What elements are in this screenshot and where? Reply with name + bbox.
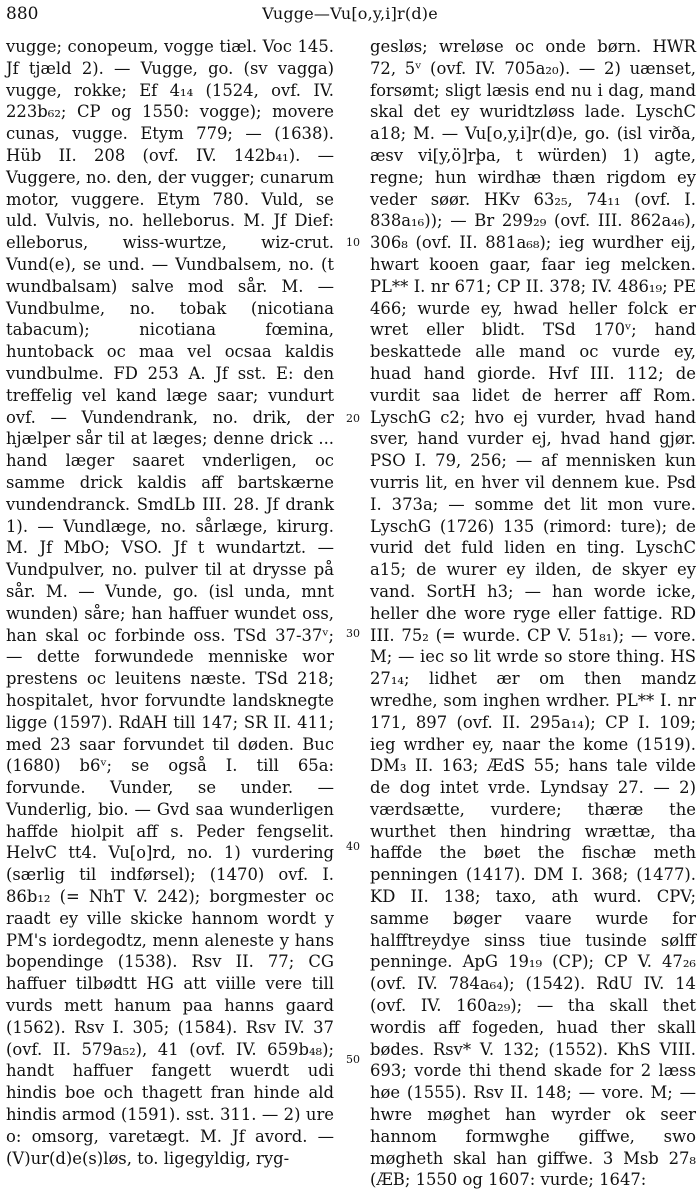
- page-header: [0, 0, 700, 34]
- line-number-30: 30: [346, 627, 360, 640]
- line-number-40: 40: [346, 840, 360, 853]
- line-number-10: 10: [346, 236, 360, 249]
- line-number-20: 20: [346, 412, 360, 425]
- page-number: 880: [6, 4, 39, 24]
- right-column-text: gesløs; wreløse oc onde børn. HWR 72, 5ᵛ (ovf. IV. 705a₂₀). — 2) uænset, forsømt; sligt læsis end nu i dag, mand skal det ey wuridtzløss lade. LyschC a18; M. — Vu[o,y,i]r(d)e, go. (isl virða, æsv vi[y,ö]rþa, t würden) 1) agte, regne; hun wirdhæ thæn rigdom ey veder søør. HKv 63₂₅, 74₁₁ (ovf. I. 838a₁₆)); — Br 299₂₉ (ovf. III. 862a₄₆), 306₈ (ovf. II. 881a₆₈); ieg wurdher eij, hwart kooen gaar, faar ieg melcken. PL** I. nr 671; CP II. 378; IV. 486₁₉; PE 466; wurde ey, hwad heller folck er wret eller blidt. TSd 170ᵛ; hand beskattede alle mand oc vurde ey, huad hand giorde. Hvf III. 112; de vurdit saa lidet de herrer aff Rom. LyschG c2; hvo ej vurder, hvad hand sver, hand vurder ej, hvad hand gjør. PSO I. 79, 256; — af mennisken kun vurris lit, en hver vil dennem kue. Psd I. 373a; — somme det lit mon vure. LyschG (1726) 135 (rimord: ture); de vurid det fuld liden en ting. LyschC a15; de wurer ey ilden, de skyer ey vand. SortH h3; — han worde icke, heller dhe wore ryge eller fattige. RD III. 75₂ (= wurde. CP V. 51₈₁); — vore. M; — iec so lit wrde so store thing. HS 27₁₄; lidhet ær om then mandz wredhe, som inghen wrdher. PL** I. nr 171, 897 (ovf. II. 295a₁₄); CP I. 109; ieg wrdher ey, naar the kome (1519). DM₃ II. 163; ÆdS 55; hans tale vilde de dog intet vrde. Lyndsay 27. — 2) værdsætte, vurdere; thæræ the wurthet then hindring wrættæ, tha haffde the bøet the fischæ meth penningen (1417). DM I. 368; (1477). KD II. 138; taxo, ath wurd. CPV; samme bøger vaare wurde for halfftreydye sinss tiue tusinde sølff penninge. ApG 19₁₉ (CP); CP V. 47₂₆ (ovf. IV. 784a₆₄); (1542). RdU IV. 14 (ovf. IV. 160a₂₉); — tha skall thet wordis aff fogeden, huad ther skall bødes. Rsv* V. 132; (1552). KhS VIII. 693; vorde thi thend skade for 2 læss høe (1555). Rsv II. 148; — vore. M; — hwre møghet han wyrder ok seer hannom formwghe giffwe, swo møgheth skal han giffwe. 3 Msb 27₈ (ÆB; 1550 og 1607: vurde; 1647:: [370, 37, 696, 1190]
- line-number-50: 50: [346, 1053, 360, 1066]
- right-column: [370, 36, 696, 1190]
- running-head: Vugge—Vu[o,y,i]r(d)e: [262, 4, 438, 23]
- left-column: [6, 36, 335, 1168]
- left-column-text: vugge; conopeum, vogge tiæl. Voc 145. Jf tjæld 2). — Vugge, go. (sv vagga) vugge, rokke; Ef 4₁₄ (1524, ovf. IV. 223b₆₂; CP og 1550: vogge); movere cunas, vugge. Etym 779; — (1638). Hüb II. 208 (ovf. IV. 142b₄₁). — Vuggere, no. den, der vugger; cunarum motor, vuggere. Etym 780. Vuld, se uld. Vulvis, no. helleborus. M. Jf Dief: elleborus, wiss-wurtze, wiz-crut. Vund(e), se und. — Vundbalsem, no. (t wundbalsam) salve mod sår. M. — Vundbulme, no. tobak (nicotiana tabacum); nicotiana fœmina, huntoback oc maa vel ocsaa kaldis vundbulme. FD 253 A. Jf sst. E: den treffelig vel kand læge saar; vundurt ovf. — Vundendrank, no. drik, der hjælper sår til at læges; denne drick ... hand læger saaret vnderligen, oc samme drick kaldis aff bartskærne vundendranck. SmdLb III. 28. Jf drank 1). — Vundlæge, no. sårlæge, kirurg. M. Jf MbO; VSO. Jf t wundartzt. — Vundpulver, no. pulver til at drysse på sår. M. — Vunde, go. (isl unda, mnt wunden) såre; han haffuer wundet oss, han skal oc forbinde oss. TSd 37-37ᵛ; — dette forwundede menniske wor prestens oc leuitens næste. TSd 218; hospitalet, hvor forvundte landsknegte ligge (1597). RdAH till 147; SR II. 411; med 23 saar forvundet til døden. Buc (1680) b6ᵛ; se også I. till 65a: forvunde. Vunder, se under. — Vunderlig, bio. — Gvd saa wunderligen haffde hiolpit aff s. Peder fengselit. HelvC tt4. Vu[o]rd, no. 1) vurdering (særlig til indførsel); (1470) ovf. I. 86b₁₂ (= NhT V. 242); borgmester oc raadt ey ville skicke hannom wordt y PM's iordegodtz, menn aleneste y hans bopendinge (1538). Rsv II. 77; CG haffuer tilbødtt HG att viille vere till vurds mett hanum paa hanns gaard (1562). Rsv I. 305; (1584). Rsv IV. 37 (ovf. II. 579a₅₂), 41 (ovf. IV. 659b₄₈); handt haffuer fangett wuerdt udi hindis boe och thagett fran hinde ald hindis armod (1591). sst. 311. — 2) ure o: omsorg, varetægt. M. Jf avord. — (V)ur(d)e(s)løs, to. ligegyldig, ryg-: [6, 37, 335, 1168]
